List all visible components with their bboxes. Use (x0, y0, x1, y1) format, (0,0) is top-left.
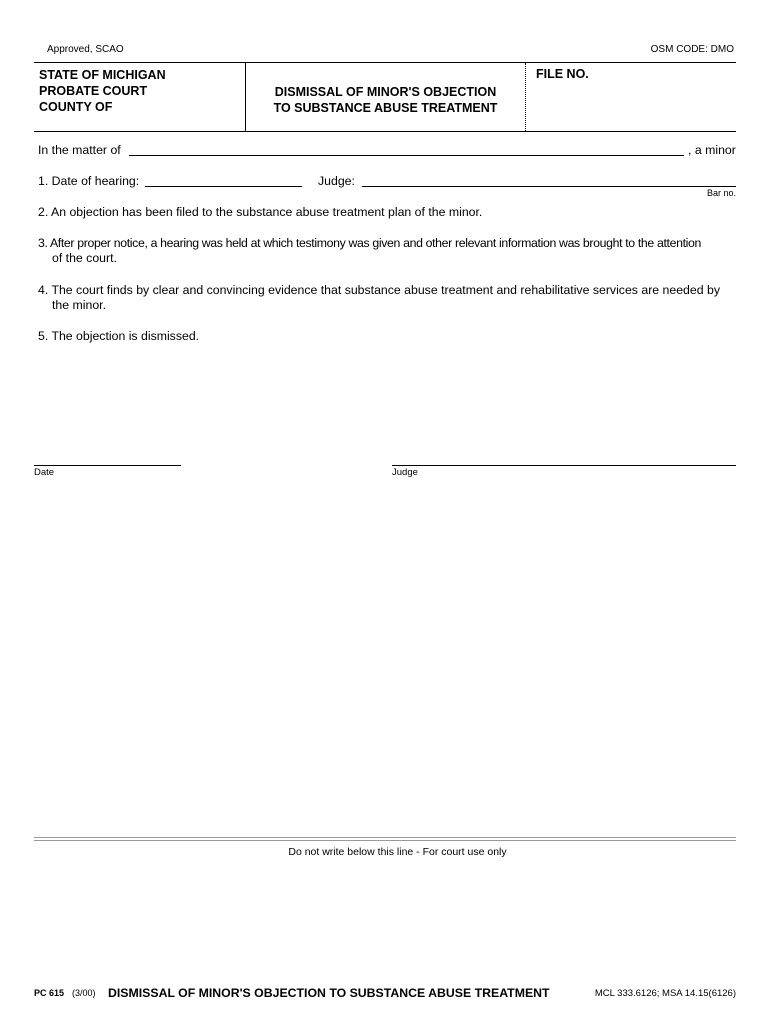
court-use-rule-bottom (34, 840, 736, 841)
matter-prefix: In the matter of (38, 143, 121, 157)
item-5: 5. The objection is dismissed. (38, 329, 200, 343)
judge-signature-label: Judge (392, 467, 418, 478)
osm-code: OSM CODE: DMO (650, 44, 734, 55)
court-state: STATE OF MICHIGAN (39, 68, 166, 82)
approved-label: Approved, SCAO (47, 44, 124, 55)
form-title-line1: DISMISSAL OF MINOR'S OBJECTION (274, 85, 497, 99)
file-no-label: FILE NO. (536, 67, 589, 81)
court-cell (34, 63, 246, 131)
judge-field[interactable] (362, 186, 736, 187)
footer-citation: MCL 333.6126; MSA 14.15(6126) (594, 988, 736, 999)
judge-label: Judge: (318, 174, 355, 188)
item-3-line2: of the court. (52, 251, 117, 265)
title-cell (246, 63, 526, 131)
header-box (34, 62, 736, 132)
file-no-cell[interactable] (526, 63, 736, 131)
form-revision: (3/00) (72, 988, 96, 998)
matter-suffix: , a minor (688, 143, 736, 157)
judge-signature-field[interactable] (392, 465, 736, 466)
form-number: PC 615 (34, 988, 65, 998)
court-type: PROBATE COURT (39, 84, 148, 98)
court-use-rule-top (34, 837, 736, 838)
bar-no-label: Bar no. (706, 188, 736, 198)
date-label: Date (34, 467, 55, 478)
court-use-notice: Do not write below this line - For court use only (288, 846, 507, 858)
form-title-line2: TO SUBSTANCE ABUSE TREATMENT (273, 101, 498, 115)
court-county: COUNTY OF (39, 100, 113, 114)
item-4-line1: 4. The court finds by clear and convincing evidence that substance abuse treatment and rehabilitative services are needed by (38, 283, 720, 297)
date-signature-field[interactable] (34, 465, 181, 466)
item-4-line2: the minor. (52, 298, 106, 312)
hearing-date-field[interactable] (145, 186, 302, 187)
top-row (34, 44, 736, 58)
item-2: 2. An objection has been filed to the substance abuse treatment plan of the minor. (38, 205, 483, 219)
minor-name-field[interactable] (129, 155, 684, 156)
hearing-date-label: 1. Date of hearing: (38, 174, 140, 188)
footer-title: DISMISSAL OF MINOR'S OBJECTION TO SUBSTANCE ABUSE TREATMENT (108, 986, 550, 1000)
item-3-line1: 3. After proper notice, a hearing was held at which testimony was given and other relevant information was brought to the attention (38, 236, 701, 250)
